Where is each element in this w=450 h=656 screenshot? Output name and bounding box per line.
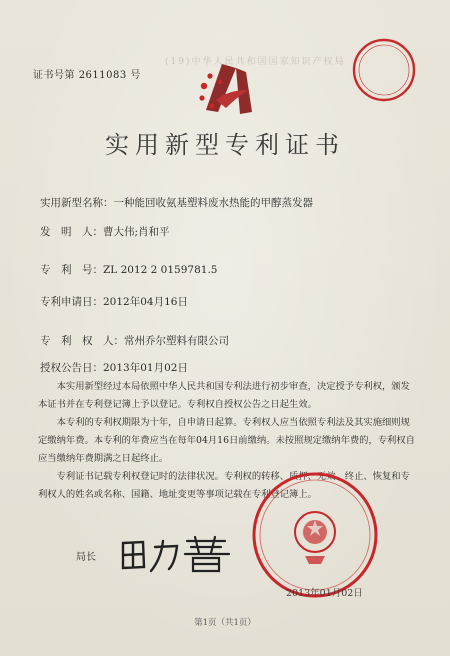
field-label: 专 利 权 人： — [40, 335, 124, 347]
certificate-title: 实用新型专利证书 — [105, 131, 345, 159]
field-grant-date — [40, 360, 188, 375]
field-application-date — [40, 294, 188, 309]
field-label: 发 明 人： — [40, 226, 103, 238]
chief-signature — [115, 533, 240, 575]
chief-label: 局长 — [76, 552, 96, 563]
body-paragraph: 本实用新型经过本局依照中华人民共和国专利法进行初步审查，决定授予专利权，颁发本证书并在专利登记簿上予以登记。专利权自授权公告之日起生效。 — [38, 381, 410, 410]
field-patent-number — [40, 262, 217, 277]
corner-seal — [352, 38, 416, 102]
cert-no-value: 2611083 — [78, 70, 127, 81]
field-value: ZL 2012 2 0159781.5 — [103, 264, 218, 276]
field-label: 专 利 号： — [40, 264, 103, 276]
certificate-number — [33, 66, 141, 81]
page-footer: 第1页（共1页） — [194, 618, 256, 628]
corner-seal-icon — [352, 38, 416, 102]
field-value: 常州乔尔塑料有限公司 — [124, 335, 229, 347]
field-utility-model-name — [40, 195, 313, 210]
field-value: 曹大伟;肖和平 — [103, 226, 170, 238]
field-inventor — [40, 224, 170, 239]
field-label: 授权公告日： — [40, 362, 103, 374]
body-paragraph: 专利证书记载专利权登记时的法律状况。专利权的转移、质押、无效、终止、恢复和专利权人的姓名或名称、国籍、地址变更等事项记载在专利登记簿上。 — [38, 471, 410, 500]
body-paragraph: 本专利的专利权期限为十年，自申请日起算。专利权人应当依照专利法及其实施细则规定缴纳年费。本专利的年费应当在每年04月16日前缴纳。未按照规定缴纳年费的，专利权自应当缴纳年费期满之日起终止。 — [38, 417, 415, 464]
field-value: 2013年01月02日 — [103, 362, 188, 374]
field-value: 一种能回收氨基塑料废水热能的甲醇蒸发器 — [113, 197, 313, 209]
cert-no-suffix: 号 — [130, 70, 141, 81]
field-label: 专利申请日： — [40, 296, 103, 308]
field-label: 实用新型名称： — [40, 197, 114, 209]
faint-heading: (19)中华人民共和国国家知识产权局 — [165, 57, 346, 67]
cert-no-label: 证书号第 — [33, 70, 75, 81]
field-patentee — [40, 333, 229, 348]
sipo-logo-icon — [196, 60, 256, 118]
field-value: 2012年04月16日 — [103, 296, 188, 308]
seal-date: 2013年01月02日 — [286, 588, 363, 599]
official-seal-icon — [250, 470, 380, 600]
